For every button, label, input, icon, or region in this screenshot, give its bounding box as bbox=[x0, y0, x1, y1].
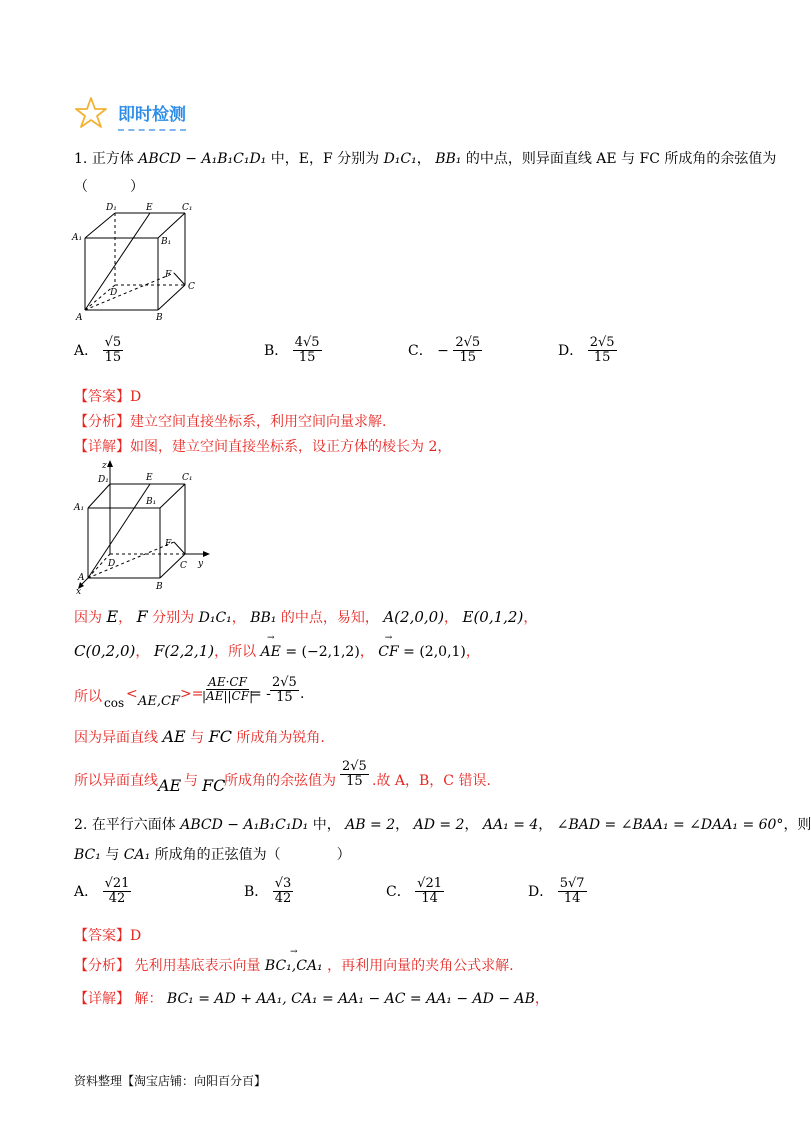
q1-option-a[interactable]: A． $\frac{√5}{15}$ bbox=[74, 335, 122, 366]
q1-line2: C(0,2,0)， F(2,2,1)，所以 → AE = (−2,1,2)， → CF = (2,0,1)， bbox=[74, 641, 480, 661]
q2-option-d[interactable]: D． $\frac{5√7}{14}$ bbox=[528, 876, 585, 907]
q1-stem: 1. 正方体 ABCD − A₁B₁C₁D₁ 中，E，F 分别为 D₁C₁， BB₁ 的中点，则异面直线 AE 与 FC 所成角的余弦值为 bbox=[74, 151, 777, 167]
section-header bbox=[74, 96, 204, 132]
label-A1-2: A₁ bbox=[74, 503, 85, 513]
q2-answer: 【答案】D bbox=[74, 928, 142, 944]
label-A1: A₁ bbox=[72, 233, 83, 243]
label-B-2: B bbox=[156, 582, 163, 592]
q1-answer: 【答案】D bbox=[74, 389, 142, 405]
label-E-2: E bbox=[146, 473, 153, 483]
label-C1-2: C₁ bbox=[182, 473, 193, 483]
q1-detail: 【详解】如图，建立空间直接坐标系，设正方体的棱长为 2， bbox=[74, 439, 452, 455]
label-C1: C₁ bbox=[182, 203, 193, 213]
label-A: A bbox=[76, 313, 83, 323]
q2-detail: 【详解】 解： BC₁ = AD + AA₁, CA₁ = AA₁ − AC = AA₁ − AD − AB， bbox=[74, 991, 549, 1007]
star-icon bbox=[74, 96, 108, 130]
cube-figure-2 bbox=[70, 458, 220, 596]
q1-line4: 因为异面直线 AE 与 FC 所成角为锐角. bbox=[74, 727, 325, 746]
label-D1-2: D₁ bbox=[98, 475, 109, 485]
q2-stem-2: BC₁ 与 CA₁ 所成角的正弦值为（ ） bbox=[74, 847, 351, 863]
label-C-2: C bbox=[180, 561, 187, 571]
label-D1: D₁ bbox=[106, 203, 117, 213]
q1-analysis: 【分析】建立空间直接坐标系，利用空间向量求解. bbox=[74, 414, 387, 430]
q1-option-d[interactable]: D． $\frac{2√5}{15}$ bbox=[558, 335, 615, 366]
q1-paren: （ ） bbox=[74, 179, 144, 195]
q1-line1: 因为 E， F 分别为 D₁C₁， BB₁ 的中点，易知， A(2,0,0)， E(0,1,2)， bbox=[74, 607, 538, 626]
q2-option-c[interactable]: C． $\frac{√21}{14}$ bbox=[386, 876, 442, 907]
q1-option-b[interactable]: B． $\frac{4√5}{15}$ bbox=[264, 335, 320, 366]
label-x: x bbox=[76, 587, 82, 597]
label-B1: B₁ bbox=[161, 237, 172, 247]
label-C: C bbox=[188, 282, 195, 292]
label-B: B bbox=[156, 313, 163, 323]
label-y: y bbox=[198, 559, 204, 569]
q2-analysis: 【分析】 先利用基底表示向量 → BC₁,CA₁ ，再利用向量的夹角公式求解. bbox=[74, 955, 514, 975]
footer-note: 资料整理【淘宝店铺：向阳百分百】 bbox=[74, 1074, 267, 1088]
label-D: D bbox=[110, 288, 118, 298]
label-A-2: A bbox=[78, 573, 85, 583]
q2-option-a[interactable]: A． $\frac{√21}{42}$ bbox=[74, 876, 130, 907]
q2-option-b[interactable]: B． $\frac{√3}{42}$ bbox=[244, 876, 292, 907]
q2-stem: 2. 在平行六面体 ABCD − A₁B₁C₁D₁ 中， AB = 2， AD = 2， AA₁ = 4， ∠BAD = ∠BAA₁ = ∠DAA₁ = 60°，则 bbox=[74, 817, 811, 833]
section-title: 即时检测 bbox=[118, 100, 186, 131]
label-F: F bbox=[165, 270, 172, 280]
label-F-2: F bbox=[165, 539, 172, 549]
label-z: z bbox=[102, 461, 107, 471]
label-E: E bbox=[146, 203, 153, 213]
cube-figure-1 bbox=[70, 200, 200, 322]
q1-option-c[interactable]: C． − $\frac{2√5}{15}$ bbox=[408, 335, 481, 366]
label-B1-2: B₁ bbox=[146, 497, 157, 507]
label-D-2: D bbox=[108, 559, 116, 569]
